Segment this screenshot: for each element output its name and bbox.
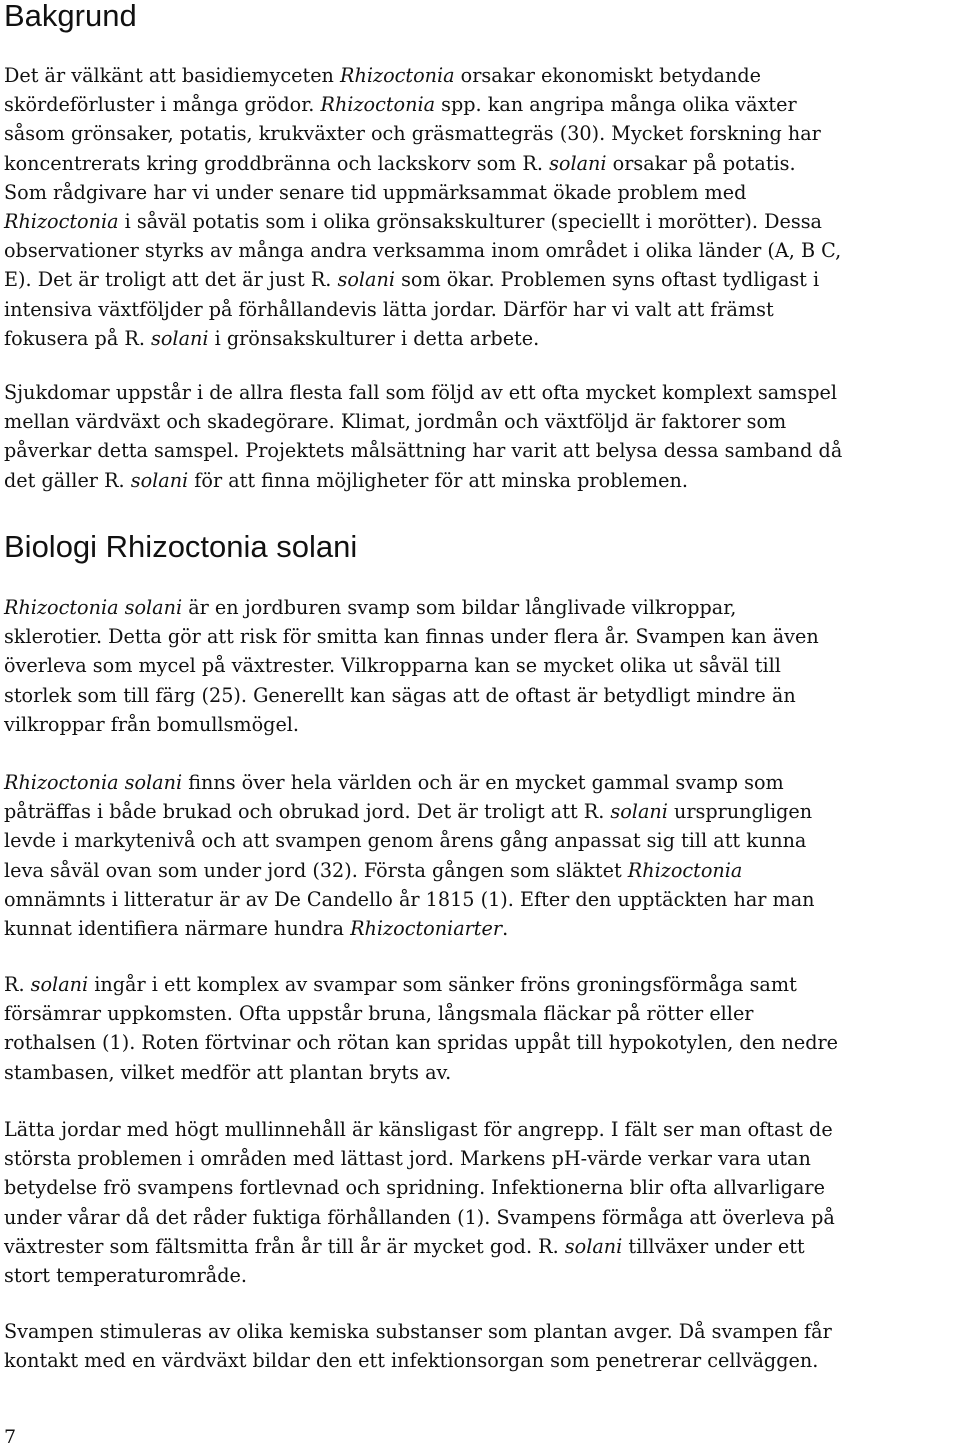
text-line: [4, 826, 958, 855]
text-line: [4, 914, 958, 943]
text-line: [4, 90, 958, 119]
text-run: skördeförluster i många grödor.: [4, 93, 321, 117]
text-run: största problemen i områden med lättast jord. Markens pH-värde verkar vara utan: [4, 1147, 811, 1171]
text-line: [4, 1115, 958, 1144]
text-run: kontakt med en värdväxt bildar den ett infektionsorgan som penetrerar cellväggen.: [4, 1349, 819, 1373]
text-run: ingår i ett komplex av svampar som sänker fröns groningsförmåga samt: [88, 973, 797, 996]
italic-text: Rhizoctonia: [320, 93, 436, 117]
text-run: för att finna möjligheter för att minska problemen.: [188, 468, 688, 492]
text-line: [4, 119, 958, 148]
text-run: såsom grönsaker, potatis, krukväxter och gräsmattegräs (30). Mycket forskning har: [4, 122, 821, 146]
italic-text: solani: [130, 468, 189, 492]
paragraph: [4, 61, 958, 353]
text-run: .: [502, 917, 509, 941]
text-run: vilkroppar från bomullsmögel.: [4, 712, 300, 736]
text-line: [4, 295, 958, 324]
text-line: [4, 1261, 958, 1290]
text-run: Sjukdomar uppstår i de allra flesta fall som följd av ett ofta mycket komplext samspel: [4, 381, 837, 404]
text-run: orsakar på potatis.: [606, 151, 796, 175]
text-run: E). Det är troligt att det är just R.: [4, 268, 338, 292]
text-line: [4, 265, 958, 294]
text-run: i grönsakskulturer i detta arbete.: [208, 326, 540, 350]
text-run: observationer styrks av många andra verksamma inom området i olika länder (A, B C,: [4, 239, 842, 263]
paragraph: [4, 1115, 958, 1290]
text-line: [4, 1028, 958, 1057]
text-line: [4, 436, 958, 465]
text-run: det gäller R.: [4, 468, 131, 492]
text-line: [4, 622, 958, 651]
text-run: rothalsen (1). Roten förtvinar och rötan kan spridas uppåt till hypokotylen, den nedre: [4, 1031, 839, 1055]
text-run: påverkar detta samspel. Projektets målsättning har varit att belysa dessa samband då: [4, 439, 843, 463]
page-number: 7: [4, 1426, 17, 1448]
text-run: kunnat identifiera närmare hundra: [4, 917, 351, 941]
text-run: leva såväl ovan som under jord (32). Första gången som släktet: [4, 858, 628, 882]
italic-text: solani: [30, 973, 89, 996]
text-line: [4, 710, 958, 739]
text-run: storlek som till färg (25). Generellt kan sägas att de oftast är betydligt mindre än: [4, 683, 796, 707]
text-run: levde i markytenivå och att svampen genom årens gång anpassat sig till att kunna: [4, 829, 807, 853]
text-line: [4, 1144, 958, 1173]
text-line: [4, 1232, 958, 1261]
paragraph: [4, 970, 958, 1087]
text-line: [4, 207, 958, 236]
text-run: i såväl potatis som i olika grönsakskulturer (speciellt i morötter). Dessa: [118, 210, 822, 234]
italic-text: solani: [549, 151, 607, 175]
text-run: sklerotier. Detta gör att risk för smitta kan finnas under flera år. Svampen kan även: [4, 625, 819, 649]
text-run: intensiva växtföljder på förhållandevis lätta jordar. Därför har vi valt att främst: [4, 297, 774, 321]
text-run: ursprungligen: [667, 800, 813, 824]
text-run: R.: [4, 973, 31, 996]
text-run: är en jordburen svamp som bildar långlivade vilkroppar,: [182, 596, 737, 619]
text-run: försämrar uppkomsten. Ofta uppstår bruna, långsmala fläckar på rötter eller: [4, 1002, 754, 1026]
text-line: [4, 681, 958, 710]
text-run: tillväxer under ett: [622, 1234, 805, 1258]
text-line: [4, 236, 958, 265]
text-line: [4, 999, 958, 1028]
text-line: [4, 378, 958, 407]
italic-text: Rhizoctonia: [340, 64, 455, 87]
text-run: koncentrerats kring groddbränna och lackskorv som R.: [4, 151, 550, 175]
text-line: [4, 1173, 958, 1202]
text-run: som ökar. Problemen syns oftast tydligast i: [394, 268, 820, 292]
text-run: Som rådgivare har vi under senare tid uppmärksammat ökade problem med: [4, 180, 747, 204]
text-run: stambasen, vilket medför att plantan bryts av.: [4, 1060, 452, 1084]
text-run: påträffas i både brukad och obrukad jord. Det är troligt att R.: [4, 800, 611, 824]
text-line: [4, 885, 958, 914]
text-line: [4, 1058, 958, 1087]
text-line: [4, 1346, 958, 1375]
text-run: betydelse frö svampens fortlevnad och spridning. Infektionerna blir ofta allvarligare: [4, 1176, 825, 1200]
italic-text: solani: [610, 800, 668, 824]
text-run: Lätta jordar med högt mullinnehåll är känsligast för angrepp. I fält ser man oftast de: [4, 1118, 833, 1141]
italic-text: solani: [337, 268, 395, 292]
text-line: [4, 149, 958, 178]
italic-text: Rhizoctonia solani: [4, 771, 183, 794]
italic-text: Rhizoctonia: [4, 210, 119, 234]
section-heading-bakgrund: Bakgrund: [4, 0, 137, 33]
text-line: [4, 856, 958, 885]
italic-text: solani: [151, 326, 209, 350]
paragraph: [4, 1317, 958, 1375]
text-line: [4, 1317, 958, 1346]
italic-text: Rhizoctoniarter: [350, 917, 503, 941]
text-run: omnämnts i litteratur är av De Candello år 1815 (1). Efter den upptäckten har man: [4, 887, 815, 911]
text-run: orsakar ekonomiskt betydande: [454, 64, 761, 87]
section-heading-biologi: Biologi Rhizoctonia solani: [4, 529, 358, 564]
text-run: fokusera på R.: [4, 326, 152, 350]
text-run: finns över hela världen och är en mycket gammal svamp som: [182, 771, 784, 794]
text-run: spp. kan angripa många olika växter: [435, 93, 797, 117]
text-line: [4, 768, 958, 797]
text-run: stort temperaturområde.: [4, 1264, 247, 1288]
paragraph: [4, 768, 958, 943]
text-line: [4, 178, 958, 207]
text-line: [4, 797, 958, 826]
text-line: [4, 61, 958, 90]
text-line: [4, 651, 958, 680]
text-run: överleva som mycel på växtrester. Vilkropparna kan se mycket olika ut såväl till: [4, 654, 781, 678]
paragraph: [4, 593, 958, 739]
text-line: [4, 407, 958, 436]
text-line: [4, 324, 958, 353]
text-run: Det är välkänt att basidiemyceten: [4, 64, 341, 87]
text-line: [4, 970, 958, 999]
text-line: [4, 593, 958, 622]
text-run: mellan värdväxt och skadegörare. Klimat, jordmån och växtföljd är faktorer som: [4, 410, 787, 434]
text-run: Svampen stimuleras av olika kemiska substanser som plantan avger. Då svampen får: [4, 1320, 832, 1343]
text-run: under vårar då det råder fuktiga förhållanden (1). Svampens förmåga att överleva på: [4, 1205, 835, 1229]
italic-text: Rhizoctonia: [627, 858, 743, 882]
italic-text: solani: [564, 1234, 623, 1258]
italic-text: Rhizoctonia solani: [4, 596, 183, 619]
text-run: växtrester som fältsmitta från år till år är mycket god. R.: [4, 1234, 565, 1258]
text-line: [4, 466, 958, 495]
text-line: [4, 1203, 958, 1232]
paragraph: [4, 378, 958, 495]
